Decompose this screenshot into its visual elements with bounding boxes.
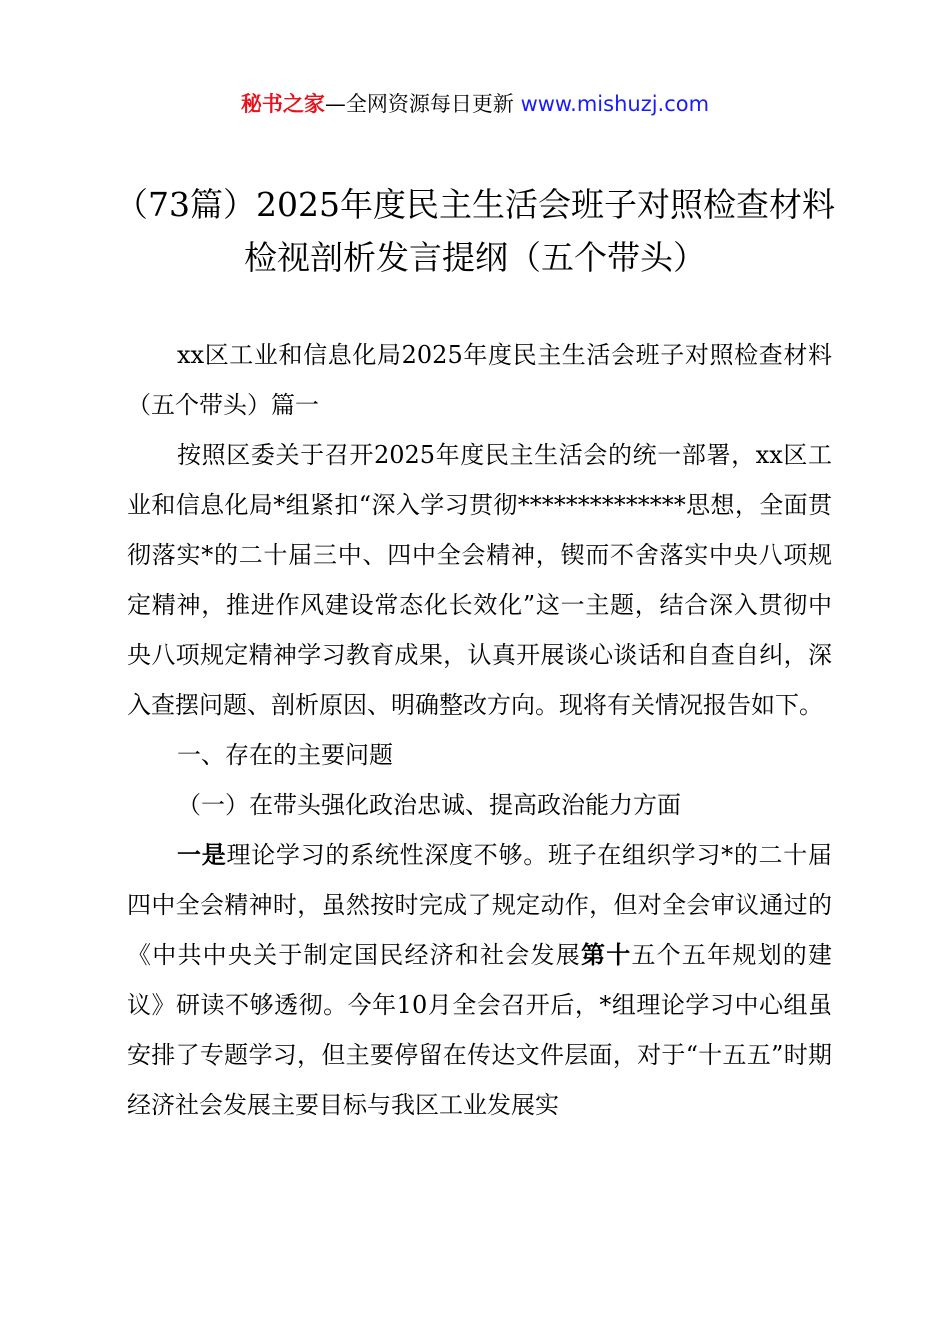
site-url-link[interactable]: www.mishuzj.com: [520, 92, 710, 116]
intro-paragraph: 按照区委关于召开2025年度民主生活会的统一部署，xx区工业和信息化局*组紧扣“深入学习贯彻**************思想，全面贯彻落实*的二十届三中、四中全会精神，锲而不舍落实中央八项规定精神，推进作风建设常态化长效化”这一主题，结合深入贯彻中央八项规定精神学习教育成果，认真开展谈心谈话和自查自纠，深入查摆问题、剖析原因、明确整改方向。现将有关情况报告如下。: [127, 441, 832, 719]
document-title: （73篇）2025年度民主生活会班子对照检查材料检视剖析发言提纲（五个带头）: [115, 185, 835, 277]
document-subtitle: xx区工业和信息化局2025年度民主生活会班子对照检查材料（五个带头）篇一: [127, 341, 832, 419]
point-paragraph: [127, 830, 832, 1130]
point-text-part2: 五个五年规划的建议》研读不够透彻。今年10月全会召开后，*组理论学习中心组虽安排了专题学习，但主要停留在传达文件层面，对于“十五五”时期经济社会发展主要目标与我区工业发展实: [127, 941, 833, 1119]
subsection-heading: （一）在带头强化政治忠诚、提高政治能力方面: [177, 791, 681, 819]
point-lead: 一是: [177, 840, 227, 869]
site-header: [0, 88, 950, 120]
header-tagline: —全网资源每日更新: [324, 92, 521, 116]
brand-name: 秘书之家: [240, 92, 325, 116]
point-bold-fragment: 第十: [581, 940, 632, 969]
section-heading: 一、存在的主要问题: [177, 741, 393, 769]
document-body: [127, 330, 832, 1130]
point-text-part1: 理论学习的系统性深度不够。班子在组织学习*的二十届四中全会精神时，虽然按时完成了规定动作，但对全会审议通过的《中共中央关于制定国民经济和社会发展: [127, 841, 833, 969]
